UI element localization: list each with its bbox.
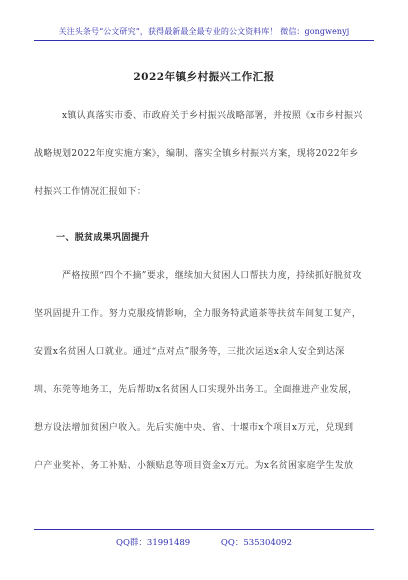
paragraph-line: 户产业奖补、务工补贴、小额贴息等项目资金x万元。为x名贫困家庭学生发放 (34, 461, 354, 471)
paragraph-line: x镇认真落实市委、市政府关于乡村振兴战略部署，并按照《x市乡村振兴 (62, 111, 363, 121)
paragraph-line: 坚巩固提升工作。努力克服疫情影响，全力服务特武道茶等扶贫车间复工复产， (34, 309, 362, 319)
document-title: 2022年镇乡村振兴工作汇报 (133, 71, 275, 83)
section-heading: 一、脱贫成果巩固提升 (56, 233, 150, 243)
paragraph-line: 战略规划2022年度实施方案》，编制、落实全镇乡村振兴方案，现将2022年乡 (34, 149, 359, 159)
paragraph-line: 村振兴工作情况汇报如下： (34, 187, 147, 197)
paragraph-line: 严格按照“四个不摘”要求，继续加大贫困人口帮扶力度，持续抓好脱贫攻 (62, 271, 362, 281)
page-footer (34, 529, 374, 548)
qq-number: QQ：535304092 (220, 538, 292, 548)
paragraph-line: 圳、东莞等地务工，先后帮助x名贫困人口实现外出务工。全面推进产业发展， (34, 385, 358, 395)
paragraph-line: 安置x名贫困人口就业。通过“点对点”服务等，三批次运送x余人安全到达深 (34, 347, 345, 357)
qq-group-number: QQ群：31991489 (115, 538, 191, 548)
paragraph-line: 想方设法增加贫困户收入。先后实施中央、省、十堰市x个项目x万元，兑现到 (34, 423, 354, 433)
page-header: 关注头条号“公文研究”，获得最新最全最专业的公文资料库！ 微信：gongwenyj (34, 26, 374, 41)
